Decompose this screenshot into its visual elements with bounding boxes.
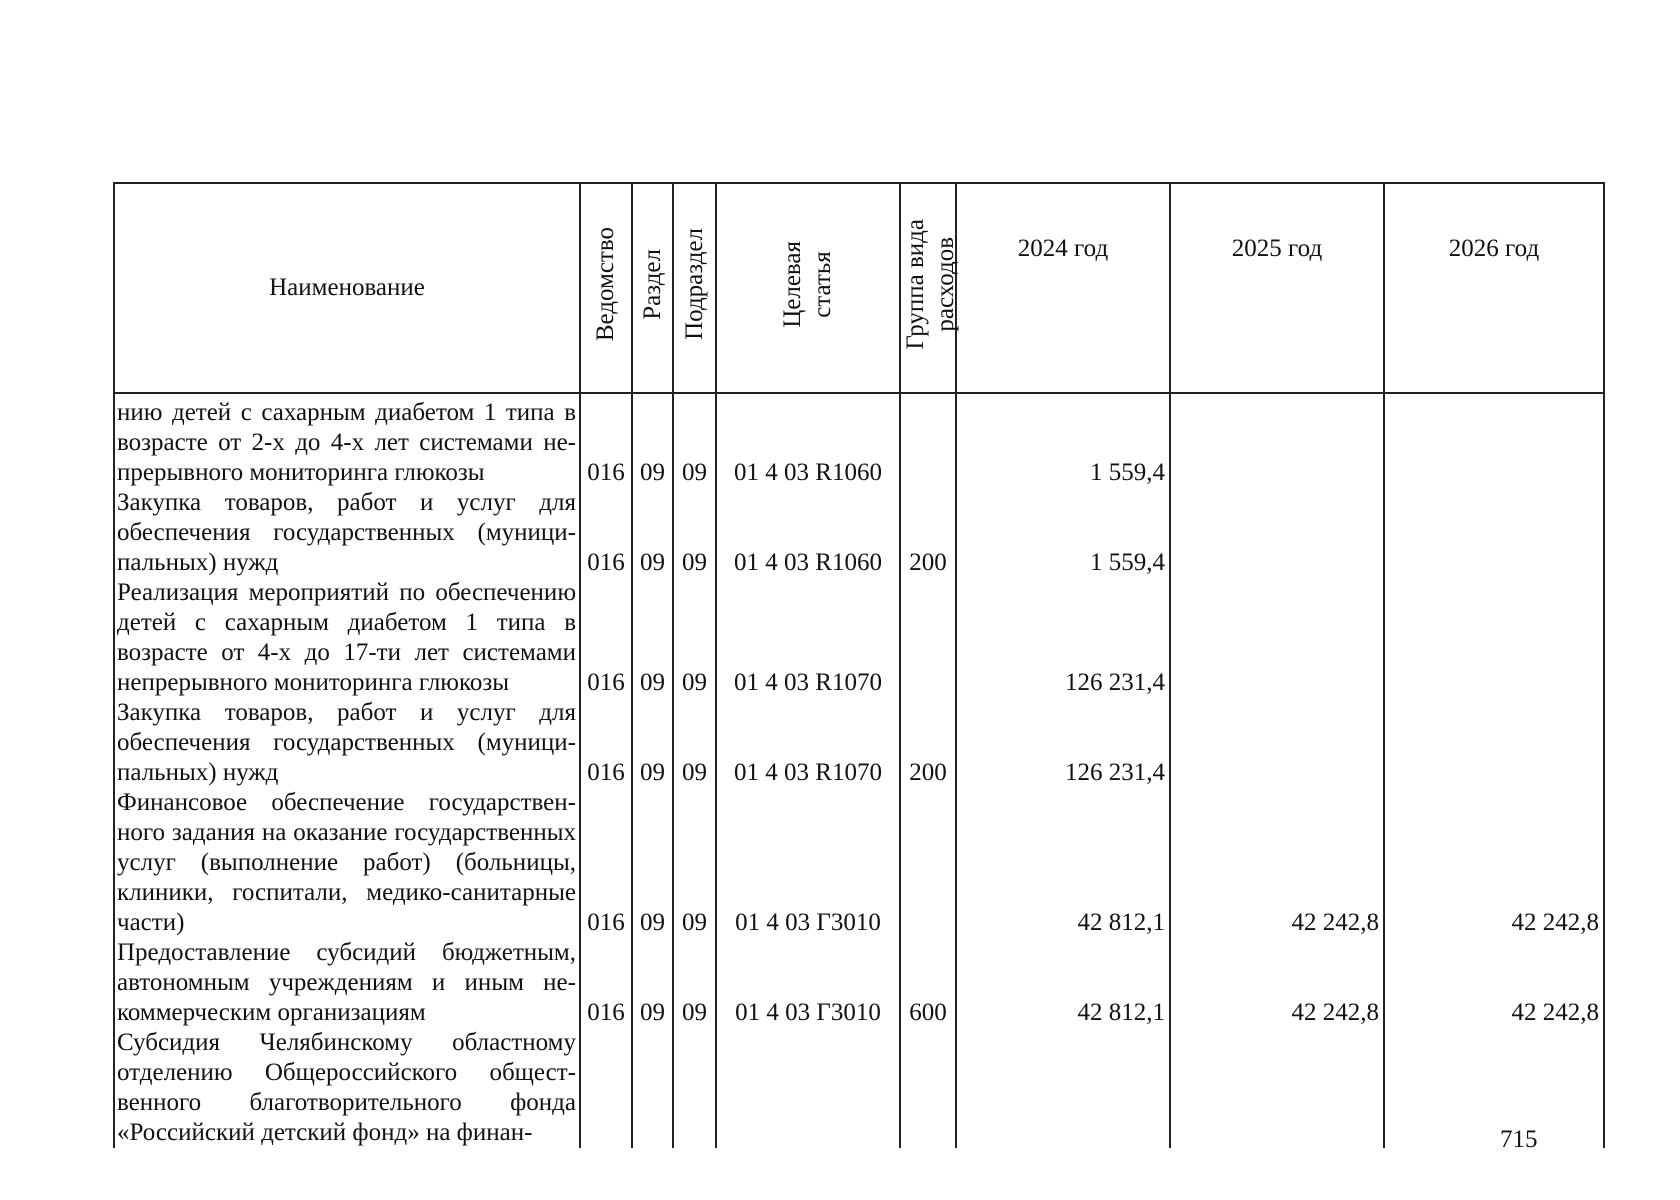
cell-2026: 42 242,8 — [1384, 788, 1604, 938]
table-row — [114, 488, 1604, 578]
cell-razdel — [632, 1028, 673, 1148]
cell-2024: 42 812,1 — [956, 938, 1170, 1028]
cell-2025 — [1170, 488, 1384, 578]
cell-2025 — [1170, 698, 1384, 788]
header-gruppa-vida-raskhodov: Группа вида расходов — [900, 183, 956, 393]
cell-2024 — [956, 1028, 1170, 1148]
cell-2024: 42 812,1 — [956, 788, 1170, 938]
cell-vedomstvo — [580, 1028, 632, 1148]
cell-2026 — [1384, 398, 1604, 488]
cell-gruppa — [900, 1028, 956, 1148]
table-row — [114, 788, 1604, 938]
cell-gruppa — [900, 398, 956, 488]
cell-vedomstvo: 016 — [580, 398, 632, 488]
cell-celevaya-statya: 01 4 03 R1060 — [716, 488, 900, 578]
cell-podrazdel: 09 — [673, 398, 716, 488]
cell-podrazdel: 09 — [673, 578, 716, 698]
cell-gruppa — [900, 788, 956, 938]
cell-celevaya-statya: 01 4 03 Г3010 — [716, 788, 900, 938]
cell-name: Субсидия Челябинскому областному отделению Общероссийского общественного благотворительного фонда «Российский детский фонд» на финан- — [114, 1028, 580, 1148]
cell-vedomstvo: 016 — [580, 788, 632, 938]
cell-razdel: 09 — [632, 488, 673, 578]
header-vedomstvo: Ведомство — [580, 183, 632, 393]
header-year-2025: 2025 год — [1170, 183, 1384, 393]
budget-table — [113, 182, 1605, 1148]
cell-2026 — [1384, 1028, 1604, 1148]
table-row — [114, 938, 1604, 1028]
cell-vedomstvo: 016 — [580, 938, 632, 1028]
cell-razdel: 09 — [632, 788, 673, 938]
page-number: 715 — [1500, 1126, 1538, 1153]
header-year-2026: 2026 год — [1384, 183, 1604, 393]
cell-razdel: 09 — [632, 938, 673, 1028]
cell-2026 — [1384, 698, 1604, 788]
cell-name: Закупка товаров, работ и услуг для обеспечения государственных (муниципальных) нужд — [114, 698, 580, 788]
cell-celevaya-statya — [716, 1028, 900, 1148]
cell-gruppa: 200 — [900, 698, 956, 788]
cell-2025: 42 242,8 — [1170, 788, 1384, 938]
cell-gruppa — [900, 578, 956, 698]
cell-2024: 1 559,4 — [956, 398, 1170, 488]
cell-celevaya-statya: 01 4 03 R1060 — [716, 398, 900, 488]
cell-podrazdel: 09 — [673, 698, 716, 788]
table-row — [114, 1028, 1604, 1148]
cell-celevaya-statya: 01 4 03 Г3010 — [716, 938, 900, 1028]
table-row — [114, 578, 1604, 698]
cell-2025 — [1170, 1028, 1384, 1148]
header-year-2024: 2024 год — [956, 183, 1170, 393]
table-header — [114, 183, 1604, 393]
cell-name: Закупка товаров, работ и услуг для обеспечения государственных (муниципальных) нужд — [114, 488, 580, 578]
cell-vedomstvo: 016 — [580, 698, 632, 788]
cell-celevaya-statya: 01 4 03 R1070 — [716, 698, 900, 788]
table-body — [114, 393, 1604, 1148]
cell-razdel: 09 — [632, 578, 673, 698]
cell-vedomstvo: 016 — [580, 578, 632, 698]
cell-podrazdel: 09 — [673, 938, 716, 1028]
table-row — [114, 398, 1604, 488]
header-name: Наименование — [114, 183, 580, 393]
header-razdel: Раздел — [632, 183, 673, 393]
cell-podrazdel — [673, 1028, 716, 1148]
cell-vedomstvo: 016 — [580, 488, 632, 578]
cell-2026 — [1384, 488, 1604, 578]
header-podrazdel: Подраздел — [673, 183, 716, 393]
cell-2024: 126 231,4 — [956, 698, 1170, 788]
cell-gruppa: 200 — [900, 488, 956, 578]
cell-2026 — [1384, 578, 1604, 698]
cell-name: Предоставление субсидий бюджетным, автономным учреждениям и иным некоммерческим организациям — [114, 938, 580, 1028]
cell-razdel: 09 — [632, 398, 673, 488]
cell-razdel: 09 — [632, 698, 673, 788]
cell-gruppa: 600 — [900, 938, 956, 1028]
cell-name: Реализация мероприятий по обеспечению детей с сахарным диабетом 1 типа в возрасте от 4-х до 17-ти лет системами непрерывного мониторинга глюкозы — [114, 578, 580, 698]
cell-2026: 42 242,8 — [1384, 938, 1604, 1028]
table-row — [114, 698, 1604, 788]
cell-name: Финансовое обеспечение государственного задания на оказание государственных услуг (выполнение работ) (больницы, клиники, госпитали, медико-санитарные части) — [114, 788, 580, 938]
cell-2024: 1 559,4 — [956, 488, 1170, 578]
cell-podrazdel: 09 — [673, 488, 716, 578]
cell-2025 — [1170, 398, 1384, 488]
cell-celevaya-statya: 01 4 03 R1070 — [716, 578, 900, 698]
cell-2024: 126 231,4 — [956, 578, 1170, 698]
cell-name: нию детей с сахарным диабетом 1 типа в возрасте от 2-х до 4-х лет системами непрерывного мониторинга глюкозы — [114, 398, 580, 488]
header-celevaya-statya: Целевая статья — [716, 183, 900, 393]
cell-2025 — [1170, 578, 1384, 698]
cell-2025: 42 242,8 — [1170, 938, 1384, 1028]
cell-podrazdel: 09 — [673, 788, 716, 938]
